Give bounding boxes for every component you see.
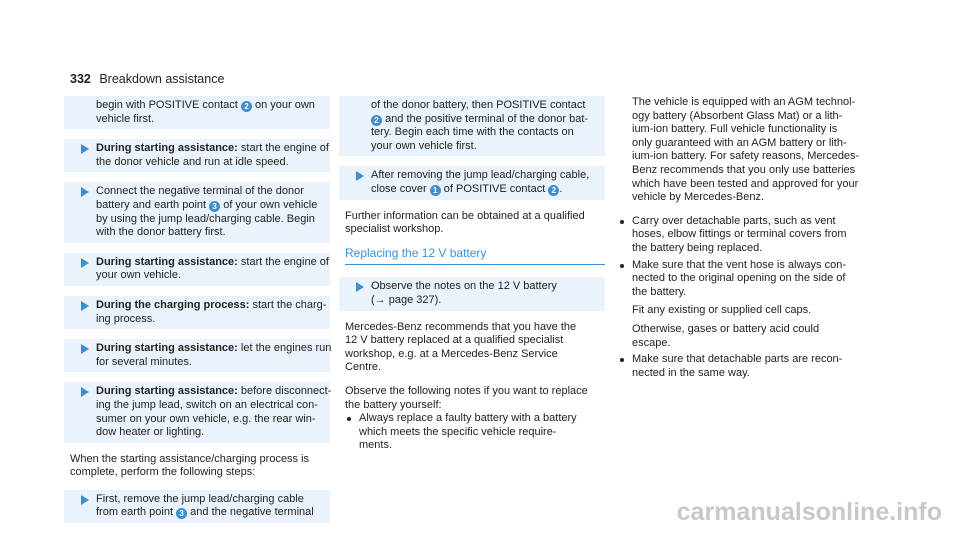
page-header <box>70 72 224 86</box>
badge-positive-contact: 2 <box>371 115 382 126</box>
step-engines-run: During starting assistance: let the engines run for several minutes. <box>64 339 330 372</box>
section-title: Breakdown assistance <box>99 72 225 86</box>
list-item: Make sure that the vent hose is always con- nected to the original opening on the side of the battery. Fit any existing or supplied cell caps. Otherwise, gases or battery acid could escape. <box>618 259 888 351</box>
step-remove-jump-lead: First, remove the jump lead/charging cable from earth point 3 and the negative terminal <box>64 490 330 523</box>
paragraph-further-info: Further information can be obtained at a qualified specialist workshop. <box>345 209 585 236</box>
section-heading: Replacing the 12 V battery <box>345 247 605 266</box>
badge-positive-contact: 2 <box>548 185 559 196</box>
step-switch-on-consumer: During starting assistance: before disconnect- ing the jump lead, switch on an electrical con- sumer on your own vehicle, e.g. the rear win- dow heater or lighting. <box>64 382 330 442</box>
list-item: Always replace a faulty battery with a battery which meets the specific vehicle require- ments. <box>345 412 605 453</box>
badge-cover: 1 <box>430 185 441 196</box>
page-reference-link[interactable]: (→ page 327). <box>371 293 442 306</box>
step-intro: begin with POSITIVE contact 2 on your own vehicle first. <box>64 96 330 129</box>
step-arrow-icon <box>81 301 89 311</box>
paragraph-completion: When the starting assistance/charging process is complete, perform the following steps: <box>70 452 310 479</box>
badge-earth-point: 3 <box>176 508 187 519</box>
column-1 <box>70 96 330 533</box>
step-arrow-icon <box>81 495 89 505</box>
step-remove-jump-lead-continued: of the donor battery, then POSITIVE contact 2 and the positive terminal of the donor bat- tery. Begin each time with the contacts on your own vehicle first. <box>339 96 605 156</box>
step-start-donor-engine: During starting assistance: start the engine of the donor vehicle and run at idle speed. <box>64 139 330 172</box>
list-item: Make sure that detachable parts are recon- nected in the same way. <box>618 353 888 380</box>
badge-positive-contact: 2 <box>241 101 252 112</box>
step-close-cover: After removing the jump lead/charging cable, close cover 1 of POSITIVE contact 2 . <box>339 166 605 199</box>
step-arrow-icon <box>81 258 89 268</box>
step-arrow-icon <box>81 187 89 197</box>
list-item: Carry over detachable parts, such as vent hoses, elbow fittings or terminal covers from the battery being replaced. <box>618 215 888 256</box>
page-number: 332 <box>70 72 91 86</box>
step-arrow-icon <box>356 282 364 292</box>
paragraph-observe: Observe the following notes if you want to replace the battery yourself: Always replace a faulty battery with a battery which meets the specific vehicle require- ments. <box>345 385 605 453</box>
step-arrow-icon <box>356 171 364 181</box>
paragraph-agm-battery: The vehicle is equipped with an AGM technol- ogy battery (Absorbent Glass Mat) or a lith- ium-ion battery. Full vehicle functionality is only guaranteed with an AGM battery or lith- ium-ion battery. For safety reasons, Mercedes- Benz recommends that you only use batteries which have been tested and approved for your vehicle by Mercedes-Benz. <box>632 96 860 204</box>
watermark: carmanualsonline.info <box>676 498 942 526</box>
step-arrow-icon <box>81 144 89 154</box>
paragraph-recommendation: Mercedes-Benz recommends that you have the 12 V battery replaced at a qualified specialist workshop, e.g. at a Mercedes-Benz Service Centre. <box>345 320 577 374</box>
step-arrow-icon <box>81 387 89 397</box>
step-start-own-engine: During starting assistance: start the engine of your own vehicle. <box>64 253 330 286</box>
step-observe-notes: Observe the notes on the 12 V battery (→ page 327). <box>339 277 605 310</box>
step-arrow-icon <box>81 344 89 354</box>
column-2 <box>345 96 605 463</box>
step-charging-process: During the charging process: start the charg- ing process. <box>64 296 330 329</box>
column-3 <box>618 96 888 383</box>
step-connect-negative: Connect the negative terminal of the donor battery and earth point 3 of your own vehicle by using the jump lead/charging cable. Begin with the donor battery first. <box>64 182 330 242</box>
badge-earth-point: 3 <box>209 201 220 212</box>
